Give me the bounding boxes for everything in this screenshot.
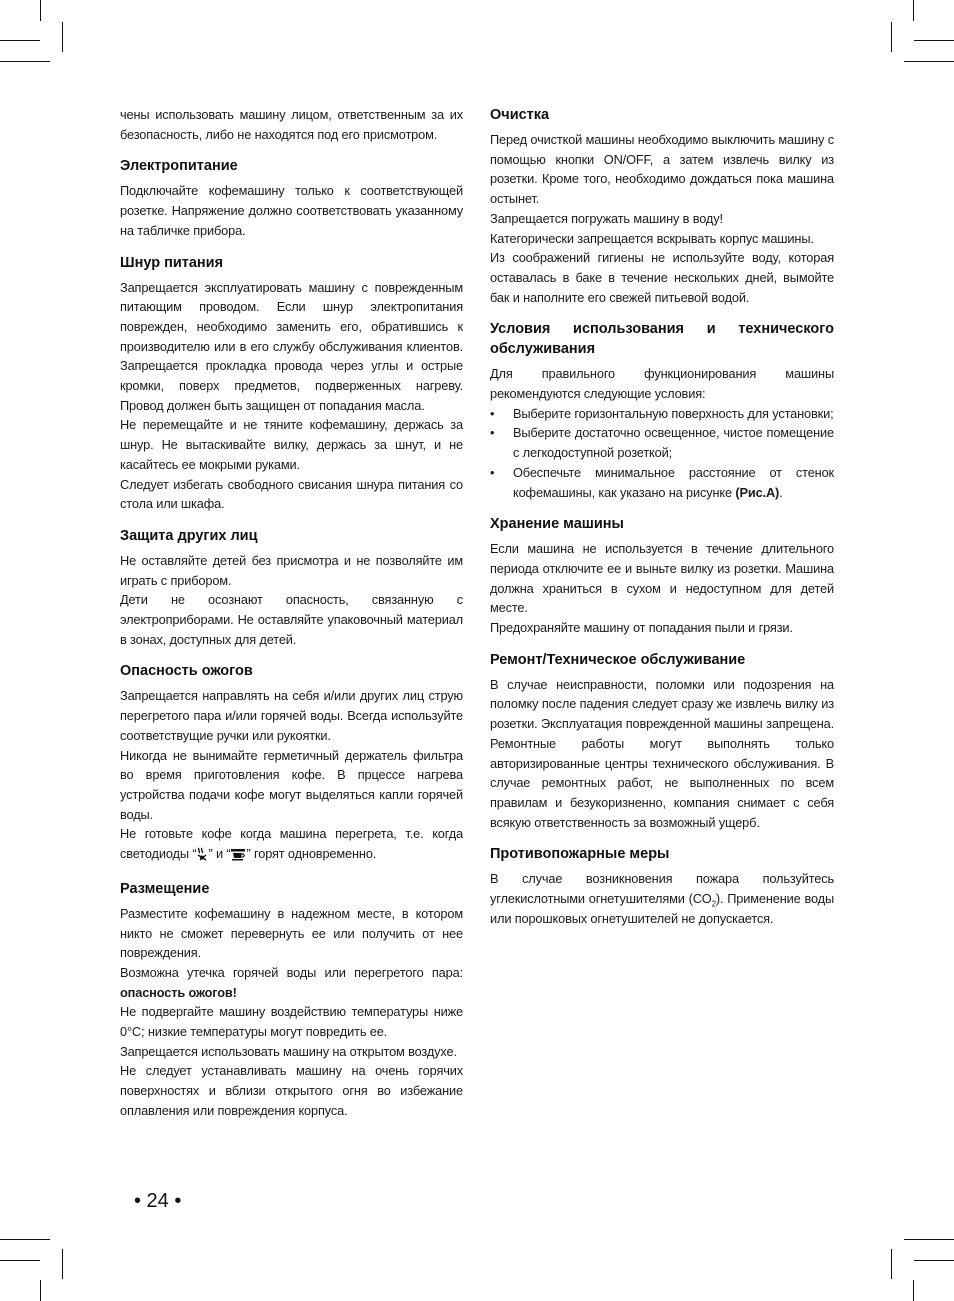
- crop-mark: [891, 1249, 892, 1279]
- fire-paragraph: [490, 869, 834, 928]
- cleaning-section: [490, 105, 834, 307]
- crop-mark: [913, 0, 914, 21]
- cord-paragraph-1: Запрещается эксплуатировать машину с поврежденным питающим проводом. Если шнур электропитания поврежден, необходимо заменить его, обратившись к производителю или в его службу обслуживания клиентов. Запрещается прокладка провода через углы и острые кромки, поверх предметов, подверженных нагреву. Провод должен быть защищен от попадания масла.: [120, 279, 463, 413]
- burns-paragraph-2: Никогда не вынимайте герметичный держатель фильтра во время приготовления кофе. В прцессе нагрева устройства подачи кофе могут выделяться капли горячей воды.: [120, 747, 463, 822]
- intro-section: [120, 105, 463, 144]
- cleaning-paragraph-2: Запрещается погружать машину в воду!: [490, 210, 723, 226]
- placement-warning-bold: опасность ожогов!: [120, 984, 237, 1000]
- list-item-suffix: .: [779, 484, 783, 500]
- fire-heading: Противопожарные меры: [490, 846, 670, 863]
- placement-paragraph-3: Не подвергайте машину воздействию температуры ниже 0°C; низкие температуры могут повредить ее.: [120, 1004, 463, 1040]
- crop-mark: [914, 1260, 954, 1261]
- crop-mark: [62, 1249, 63, 1279]
- cord-paragraph-2: Не перемещайте и не тяните кофемашину, держась за шнур. Не вытаскивайте вилку, держась за шнут, и не касайтесь ее мокрыми руками.: [120, 417, 463, 472]
- crop-mark: [0, 1239, 50, 1240]
- list-item-text: Выберите горизонтальную поверхность для установки;: [513, 405, 834, 421]
- usage-heading: Условия использования и технического обслуживания: [490, 321, 834, 358]
- repair-heading: Ремонт/Техническое обслуживание: [490, 651, 746, 668]
- cord-paragraph-3: Следует избегать свободного свисания шнура питания со стола или шкафа.: [120, 476, 463, 512]
- usage-list: [490, 404, 834, 503]
- cleaning-paragraph-3: Категорически запрещается вскрывать корпус машины.: [490, 230, 814, 246]
- repair-paragraph: В случае неисправности, поломки или подозрения на поломку после падения следует сразу же извлечь вилку из розетки. Эксплуатация поврежденной машины запрещена. Ремонтные работы могут выполнять только авторизированные центры технического обслуживания. В случае ремонтных работ, не выполненных по всем правилам и безукоризненно, компания снимает с себя всякую ответственность за возможный ущерб.: [490, 676, 834, 830]
- crop-mark: [40, 0, 41, 21]
- storage-paragraph-2: Предохраняйте машину от попадания пыли и грязи.: [490, 620, 793, 636]
- usage-section: [490, 319, 834, 502]
- steam-icon: [196, 847, 208, 867]
- others-paragraph-2: Дети не осознают опасность, связанную с электроприборами. Не оставляйте упаковочный материал в зонах, доступных для детей.: [120, 592, 463, 647]
- burns-paragraph-1: Запрещается направлять на себя и/или других лиц струю перегретого пара и/или горячей воды. Всегда используйте соответствущие ручки или рукоятки.: [120, 688, 463, 743]
- crop-mark: [0, 61, 50, 62]
- usage-paragraph: Для правильного функционирования машины рекомендуются следующие условия:: [490, 366, 834, 402]
- placement-heading: Размещение: [120, 880, 210, 897]
- storage-heading: Хранение машины: [490, 516, 624, 533]
- others-paragraph-1: Не оставляйте детей без присмотра и не позволяйте им играть с прибором.: [120, 552, 463, 588]
- list-item: [490, 404, 834, 424]
- crop-mark: [904, 1239, 954, 1240]
- others-heading: Защита других лиц: [120, 527, 258, 544]
- storage-section: [490, 514, 834, 638]
- burns-heading: Опасность ожогов: [120, 663, 253, 680]
- bullet: •: [490, 405, 495, 421]
- placement-paragraph-1: Разместите кофемашину в надежном месте, в котором никто не сможет перевернуть ее или получить от нее повреждения.: [120, 905, 463, 961]
- crop-mark: [891, 22, 892, 52]
- burns-section: [120, 661, 463, 866]
- power-heading: Электропитание: [120, 158, 238, 175]
- crop-mark: [0, 40, 40, 41]
- burns-text-c: ” горят одновременно.: [246, 846, 377, 862]
- crop-mark: [40, 1280, 41, 1301]
- crop-mark: [914, 40, 954, 41]
- list-item: [490, 423, 834, 462]
- burns-text-b: ” и “: [208, 846, 231, 862]
- list-item-text: Обеспечьте минимальное расстояние от стенок кофемашины, как указано на рисунке: [513, 464, 834, 500]
- others-section: [120, 526, 463, 650]
- coffee-cup-icon: [230, 847, 246, 867]
- bullet: •: [490, 425, 495, 441]
- figure-reference: (Рис.А): [735, 484, 780, 500]
- placement-paragraph-5: Не следует устанавливать машину на очень горячих поверхностях и вблизи открытого огня во избежание оплавления или повреждения корпуса.: [120, 1063, 463, 1118]
- crop-mark: [62, 22, 63, 52]
- placement-paragraph-4: Запрещается использовать машину на открытом воздухе.: [120, 1043, 457, 1059]
- co2-subscript: 2: [711, 899, 716, 909]
- fire-section: [490, 844, 834, 928]
- placement-paragraph-2: [120, 963, 463, 1002]
- left-column: [120, 105, 463, 1121]
- fire-text-b: ). Применение воды или порошковых огнетушителей не допускается.: [490, 891, 835, 926]
- cleaning-paragraph-4: Из соображений гигиены не используйте воду, которая оставалась в баке в течение нескольких дней, вымойте бак и наполните его свежей питьевой водой.: [490, 250, 834, 305]
- storage-paragraph-1: Если машина не используется в течение длительного периода отключите ее и выньте вилку из розетки. Машина должна храниться в сухом и недоступном для детей месте.: [490, 541, 834, 616]
- crop-mark: [0, 1260, 40, 1261]
- placement-warning-text: Возможна утечка горячей воды или перегретого пара:: [120, 964, 463, 980]
- burns-paragraph-3: [120, 824, 463, 866]
- right-column: [490, 105, 834, 929]
- crop-mark: [913, 1280, 914, 1301]
- burns-text-a: Не готовьте кофе когда машина перегрета, т.е. когда светодиоды “: [120, 826, 463, 862]
- page-number: • 24 •: [134, 1190, 182, 1212]
- cord-section: [120, 253, 463, 514]
- repair-section: [490, 650, 834, 833]
- intro-paragraph: чены использовать машину лицом, ответственным за их безопасность, либо не находятся под его присмотром.: [120, 107, 463, 142]
- list-item-text: Выберите достаточно освещенное, чистое помещение с легкодоступной розеткой;: [513, 425, 834, 461]
- power-paragraph: Подключайте кофемашину только к соответствующей розетке. Напряжение должно соответствовать указанному на табличке прибора.: [120, 183, 463, 238]
- bullet: •: [490, 464, 495, 480]
- fire-text-a: В случае возникновения пожара пользуйтесь углекислотными огнетушителями (CO: [490, 871, 834, 907]
- cleaning-heading: Очистка: [490, 107, 550, 123]
- power-section: [120, 156, 463, 240]
- list-item: [490, 463, 834, 502]
- cleaning-paragraph-1: Перед очисткой машины необходимо выключить машину с помощью кнопки ON/OFF, а затем извлечь вилку из розетки. Кроме того, необходимо дождаться пока машина остынет.: [490, 132, 834, 207]
- cord-heading: Шнур питания: [120, 254, 224, 271]
- crop-mark: [904, 61, 954, 62]
- placement-section: [120, 879, 463, 1121]
